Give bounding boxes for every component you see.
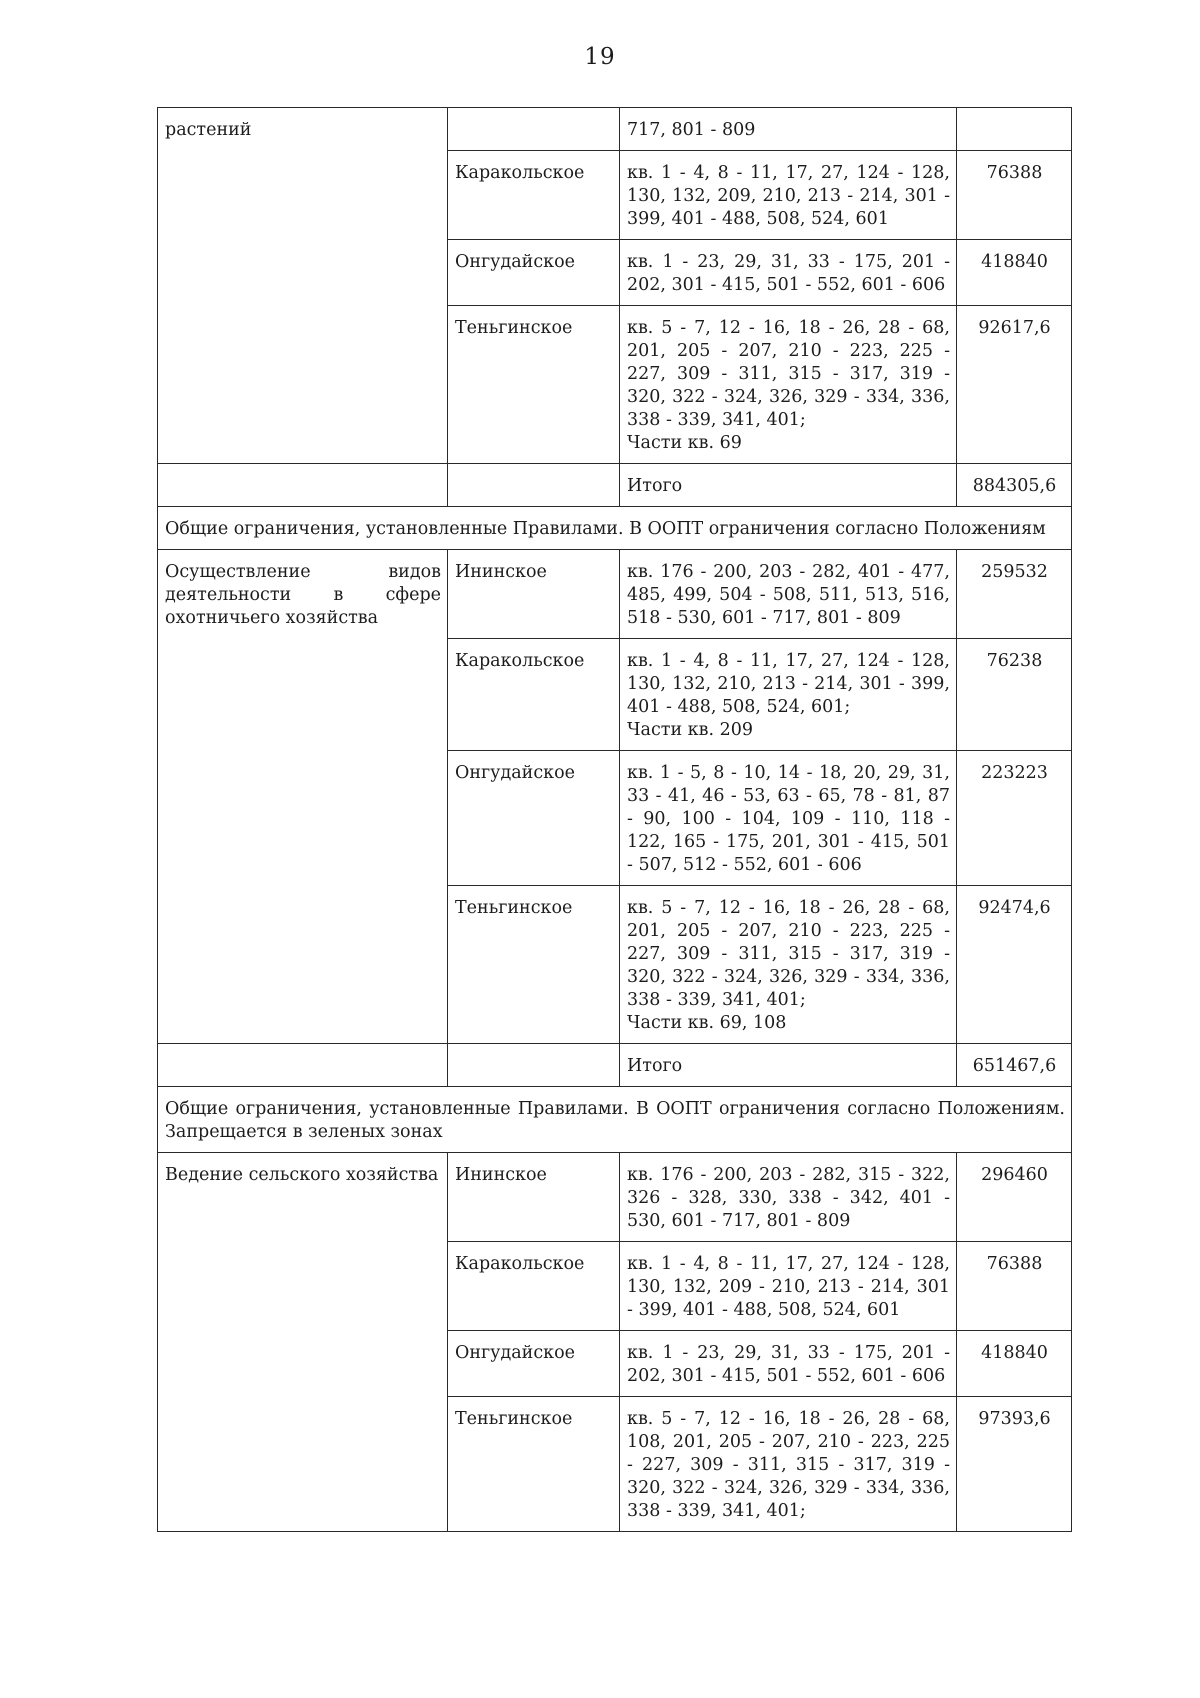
total-value: 651467,6 [957, 1044, 1072, 1087]
restriction-note: Общие ограничения, установленные Правилами. В ООПТ ограничения согласно Положениям [158, 507, 1072, 550]
total-value: 884305,6 [957, 464, 1072, 507]
forestry-cell: Онгудайское [448, 240, 620, 306]
restriction-note-row [158, 1087, 1072, 1153]
forestry-cell: Каракольское [448, 639, 620, 751]
area-cell: 76238 [957, 639, 1072, 751]
total-label: Итого [620, 1044, 957, 1087]
forestry-cell: Онгудайское [448, 1331, 620, 1397]
forestry-cell: Теньгинское [448, 1397, 620, 1532]
table-row [158, 108, 1072, 151]
forestry-cell: Теньгинское [448, 306, 620, 464]
quarters-cell: кв. 1 - 23, 29, 31, 33 - 175, 201 - 202, 301 - 415, 501 - 552, 601 - 606 [620, 1331, 957, 1397]
forestry-cell: Ининское [448, 1153, 620, 1242]
quarters-extra-text: Части кв. 209 [627, 720, 753, 740]
forest-use-table [157, 107, 1072, 1532]
activity-cell: растений [158, 108, 448, 464]
quarters-text: кв. 5 - 7, 12 - 16, 18 - 26, 28 - 68, 201, 205 - 207, 210 - 223, 225 - 227, 309 - 311, 315 - 317, 319 - 320, 322 - 324, 326, 329 - 334, 336, 338 - 339, 341, 401; [627, 318, 950, 430]
quarters-cell: кв. 176 - 200, 203 - 282, 315 - 322, 326 - 328, 330, 338 - 342, 401 - 530, 601 - 717, 801 - 809 [620, 1153, 957, 1242]
activity-cell: Ведение сельского хозяйства [158, 1153, 448, 1532]
area-cell: 76388 [957, 1242, 1072, 1331]
quarters-cell [620, 306, 957, 464]
forestry-cell: Ининское [448, 550, 620, 639]
total-label: Итого [620, 464, 957, 507]
quarters-cell: кв. 176 - 200, 203 - 282, 401 - 477, 485, 499, 504 - 508, 511, 513, 516, 518 - 530, 601 - 717, 801 - 809 [620, 550, 957, 639]
quarters-extra-text: Части кв. 69, 108 [627, 1013, 787, 1033]
empty-cell [158, 1044, 448, 1087]
quarters-cell: кв. 5 - 7, 12 - 16, 18 - 26, 28 - 68, 108, 201, 205 - 207, 210 - 223, 225 - 227, 309 - 311, 315 - 317, 319 - 320, 322 - 324, 326, 329 - 334, 336, 338 - 339, 341, 401; [620, 1397, 957, 1532]
area-cell: 418840 [957, 240, 1072, 306]
forestry-cell: Онгудайское [448, 751, 620, 886]
quarters-cell [620, 886, 957, 1044]
total-row [158, 1044, 1072, 1087]
forestry-cell [448, 108, 620, 151]
quarters-cell: 717, 801 - 809 [620, 108, 957, 151]
empty-cell [158, 464, 448, 507]
quarters-cell: кв. 1 - 23, 29, 31, 33 - 175, 201 - 202, 301 - 415, 501 - 552, 601 - 606 [620, 240, 957, 306]
restriction-note: Общие ограничения, установленные Правилами. В ООПТ ограничения согласно Положениям. Запрещается в зеленых зонах [158, 1087, 1072, 1153]
area-cell: 92474,6 [957, 886, 1072, 1044]
empty-cell [448, 1044, 620, 1087]
quarters-cell [620, 639, 957, 751]
table-row [158, 550, 1072, 639]
quarters-extra-text: Части кв. 69 [627, 433, 742, 453]
quarters-text: кв. 5 - 7, 12 - 16, 18 - 26, 28 - 68, 201, 205 - 207, 210 - 223, 225 - 227, 309 - 311, 315 - 317, 319 - 320, 322 - 324, 326, 329 - 334, 336, 338 - 339, 341, 401; [627, 898, 950, 1010]
quarters-cell: кв. 1 - 5, 8 - 10, 14 - 18, 20, 29, 31, 33 - 41, 46 - 53, 63 - 65, 78 - 81, 87 - 90, 100 - 104, 109 - 110, 118 - 122, 165 - 175, 201, 301 - 415, 501 - 507, 512 - 552, 601 - 606 [620, 751, 957, 886]
area-cell: 97393,6 [957, 1397, 1072, 1532]
quarters-cell: кв. 1 - 4, 8 - 11, 17, 27, 124 - 128, 130, 132, 209, 210, 213 - 214, 301 - 399, 401 - 488, 508, 524, 601 [620, 151, 957, 240]
table-row [158, 1153, 1072, 1242]
area-cell [957, 108, 1072, 151]
forestry-cell: Каракольское [448, 1242, 620, 1331]
quarters-cell: кв. 1 - 4, 8 - 11, 17, 27, 124 - 128, 130, 132, 209 - 210, 213 - 214, 301 - 399, 401 - 488, 508, 524, 601 [620, 1242, 957, 1331]
page-number: 19 [584, 44, 616, 70]
total-row [158, 464, 1072, 507]
area-cell: 296460 [957, 1153, 1072, 1242]
restriction-note-row [158, 507, 1072, 550]
area-cell: 92617,6 [957, 306, 1072, 464]
empty-cell [448, 464, 620, 507]
area-cell: 259532 [957, 550, 1072, 639]
area-cell: 418840 [957, 1331, 1072, 1397]
forestry-cell: Каракольское [448, 151, 620, 240]
quarters-text: кв. 1 - 4, 8 - 11, 17, 27, 124 - 128, 130, 132, 210, 213 - 214, 301 - 399, 401 - 488, 508, 524, 601; [627, 651, 950, 717]
area-cell: 223223 [957, 751, 1072, 886]
area-cell: 76388 [957, 151, 1072, 240]
activity-cell: Осуществление видов деятельности в сфере охотничьего хозяйства [158, 550, 448, 1044]
forestry-cell: Теньгинское [448, 886, 620, 1044]
